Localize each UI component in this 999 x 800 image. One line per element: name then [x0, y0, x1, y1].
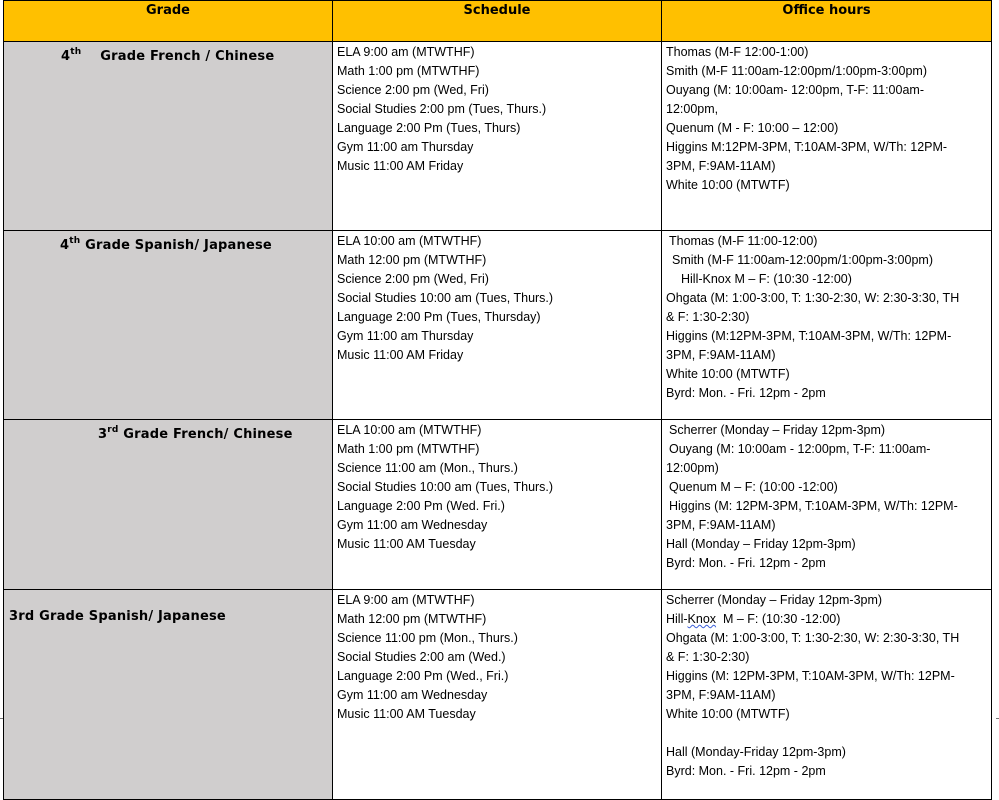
table-row [4, 590, 992, 800]
schedule-item: Math 1:00 pm (MTWTHF) [337, 442, 480, 456]
office-hours-item: Higgins (M: 12PM-3PM, T:10AM-3PM, W/Th: 12PM- [666, 669, 955, 683]
office-hours-item: 12:00pm, [666, 102, 719, 116]
office-hours-item: Thomas (M-F 11:00-12:00) [669, 234, 818, 248]
schedule-item: Music 11:00 AM Friday [337, 159, 464, 173]
grade-label [4, 42, 332, 64]
table-row [4, 231, 992, 420]
office-hours-cell [662, 590, 992, 800]
office-hours-item: Ouyang (M: 10:00am- 12:00pm, T-F: 11:00am- [666, 83, 924, 97]
schedule-item: Science 2:00 pm (Wed, Fri) [337, 272, 489, 286]
schedule-item: Music 11:00 AM Tuesday [337, 537, 476, 551]
office-hours-item: Smith (M-F 11:00am-12:00pm/1:00pm-3:00pm) [672, 253, 933, 267]
schedule-item: ELA 9:00 am (MTWTHF) [337, 593, 475, 607]
office-hours-item: Hill-Knox M – F: (10:30 -12:00) [681, 272, 852, 286]
schedule-item: Gym 11:00 am Wednesday [337, 688, 488, 702]
office-hours-item: Ouyang (M: 10:00am - 12:00pm, T-F: 11:00am- [669, 442, 931, 456]
schedule-item: Social Studies 2:00 am (Wed.) [337, 650, 506, 664]
office-hours-item: Byrd: Mon. - Fri. 12pm - 2pm [666, 556, 826, 570]
header-schedule: Schedule [333, 1, 662, 42]
office-hours-item: Byrd: Mon. - Fri. 12pm - 2pm [666, 764, 826, 778]
office-hours-item: Higgins (M: 12PM-3PM, T:10AM-3PM, W/Th: 12PM- [669, 499, 958, 513]
page-edge-mark [0, 718, 3, 719]
schedule-item: Science 11:00 am (Mon., Thurs.) [337, 461, 518, 475]
office-hours-item: 3PM, F:9AM-11AM) [666, 518, 776, 532]
schedule-cell [333, 420, 662, 590]
table-row [4, 420, 992, 590]
office-hours-item: White 10:00 (MTWTF) [666, 707, 790, 721]
office-hours-item: Byrd: Mon. - Fri. 12pm - 2pm [666, 386, 826, 400]
office-hours-cell [662, 420, 992, 590]
schedule-item: Math 12:00 pm (MTWTHF) [337, 612, 487, 626]
schedule-cell [333, 42, 662, 231]
schedule-item: Science 2:00 pm (Wed, Fri) [337, 83, 489, 97]
schedule-item: ELA 10:00 am (MTWTHF) [337, 234, 482, 248]
office-hours-item: Thomas (M-F 12:00-1:00) [666, 45, 809, 59]
schedule-table [3, 0, 992, 800]
schedule-item: Social Studies 2:00 pm (Tues, Thurs.) [337, 102, 547, 116]
office-hours-cell [662, 42, 992, 231]
schedule-item: Language 2:00 Pm (Tues, Thurs) [337, 121, 521, 135]
office-hours-item: & F: 1:30-2:30) [666, 310, 750, 324]
office-hours-item: Scherrer (Monday – Friday 12pm-3pm) [666, 593, 883, 607]
grade-cell [4, 590, 333, 800]
grade-cell [4, 420, 333, 590]
schedule-item: Gym 11:00 am Wednesday [337, 518, 488, 532]
grade-number: 3 [98, 427, 108, 442]
schedule-item: Math 1:00 pm (MTWTHF) [337, 64, 480, 78]
schedule-item: Social Studies 10:00 am (Tues, Thurs.) [337, 480, 554, 494]
schedule-item: Science 11:00 pm (Mon., Thurs.) [337, 631, 518, 645]
office-hours-item: 3PM, F:9AM-11AM) [666, 159, 776, 173]
schedule-item: Gym 11:00 am Thursday [337, 329, 474, 343]
grade-label: 3rd Grade Spanish/ Japanese [9, 609, 226, 624]
office-hours-item: Hall (Monday-Friday 12pm-3pm) [666, 745, 846, 759]
schedule-item: Language 2:00 Pm (Tues, Thursday) [337, 310, 541, 324]
spellcheck-underline-word: Knox [687, 612, 717, 626]
office-hours-item: White 10:00 (MTWTF) [666, 367, 790, 381]
schedule-item: Music 11:00 AM Friday [337, 348, 464, 362]
schedule-item: Music 11:00 AM Tuesday [337, 707, 476, 721]
grade-suffix: th [70, 47, 82, 57]
office-hours-item: 12:00pm) [666, 461, 719, 475]
office-hours-item: Quenum (M - F: 10:00 – 12:00) [666, 121, 839, 135]
office-hours-text: M – F: (10:30 -12:00) [716, 612, 841, 626]
grade-number: 4 [60, 238, 70, 253]
grade-title: Grade French/ Chinese [123, 427, 293, 442]
header-grade: Grade [4, 1, 333, 42]
header-row [4, 1, 992, 42]
schedule-item: Gym 11:00 am Thursday [337, 140, 474, 154]
grade-title: Grade French / Chinese [100, 49, 275, 64]
header-office-hours: Office hours [662, 1, 992, 42]
schedule-item: Social Studies 10:00 am (Tues, Thurs.) [337, 291, 554, 305]
office-hours-item: Scherrer (Monday – Friday 12pm-3pm) [669, 423, 886, 437]
grade-cell [4, 42, 333, 231]
office-hours-cell [662, 231, 992, 420]
office-hours-item: White 10:00 (MTWTF) [666, 178, 790, 192]
table-row [4, 42, 992, 231]
schedule-item: ELA 9:00 am (MTWTHF) [337, 45, 475, 59]
office-hours-item: 3PM, F:9AM-11AM) [666, 348, 776, 362]
grade-cell [4, 231, 333, 420]
blank-line [666, 724, 991, 743]
schedule-item: Language 2:00 Pm (Wed., Fri.) [337, 669, 509, 683]
grade-title: Grade Spanish/ Japanese [85, 238, 272, 253]
office-hours-text: Hill- [666, 612, 688, 626]
office-hours-item: Ohgata (M: 1:00-3:00, T: 1:30-2:30, W: 2:30-3:30, TH [666, 291, 960, 305]
grade-label [4, 231, 332, 253]
office-hours-item: Ohgata (M: 1:00-3:00, T: 1:30-2:30, W: 2:30-3:30, TH [666, 631, 960, 645]
schedule-item: Math 12:00 pm (MTWTHF) [337, 253, 487, 267]
office-hours-item: & F: 1:30-2:30) [666, 650, 750, 664]
schedule-item: Language 2:00 Pm (Wed. Fri.) [337, 499, 505, 513]
schedule-cell [333, 231, 662, 420]
schedule-cell [333, 590, 662, 800]
office-hours-item: Higgins M:12PM-3PM, T:10AM-3PM, W/Th: 12PM- [666, 140, 948, 154]
office-hours-item: Smith (M-F 11:00am-12:00pm/1:00pm-3:00pm) [666, 64, 927, 78]
office-hours-item [666, 610, 991, 629]
office-hours-item: 3PM, F:9AM-11AM) [666, 688, 776, 702]
office-hours-item: Hall (Monday – Friday 12pm-3pm) [666, 537, 856, 551]
office-hours-item: Quenum M – F: (10:00 -12:00) [669, 480, 838, 494]
schedule-item: ELA 10:00 am (MTWTHF) [337, 423, 482, 437]
grade-suffix: th [69, 236, 81, 246]
grade-number: 4 [61, 49, 71, 64]
grade-suffix: rd [107, 425, 119, 435]
grade-label [4, 420, 332, 442]
office-hours-item: Higgins (M:12PM-3PM, T:10AM-3PM, W/Th: 12PM- [666, 329, 952, 343]
